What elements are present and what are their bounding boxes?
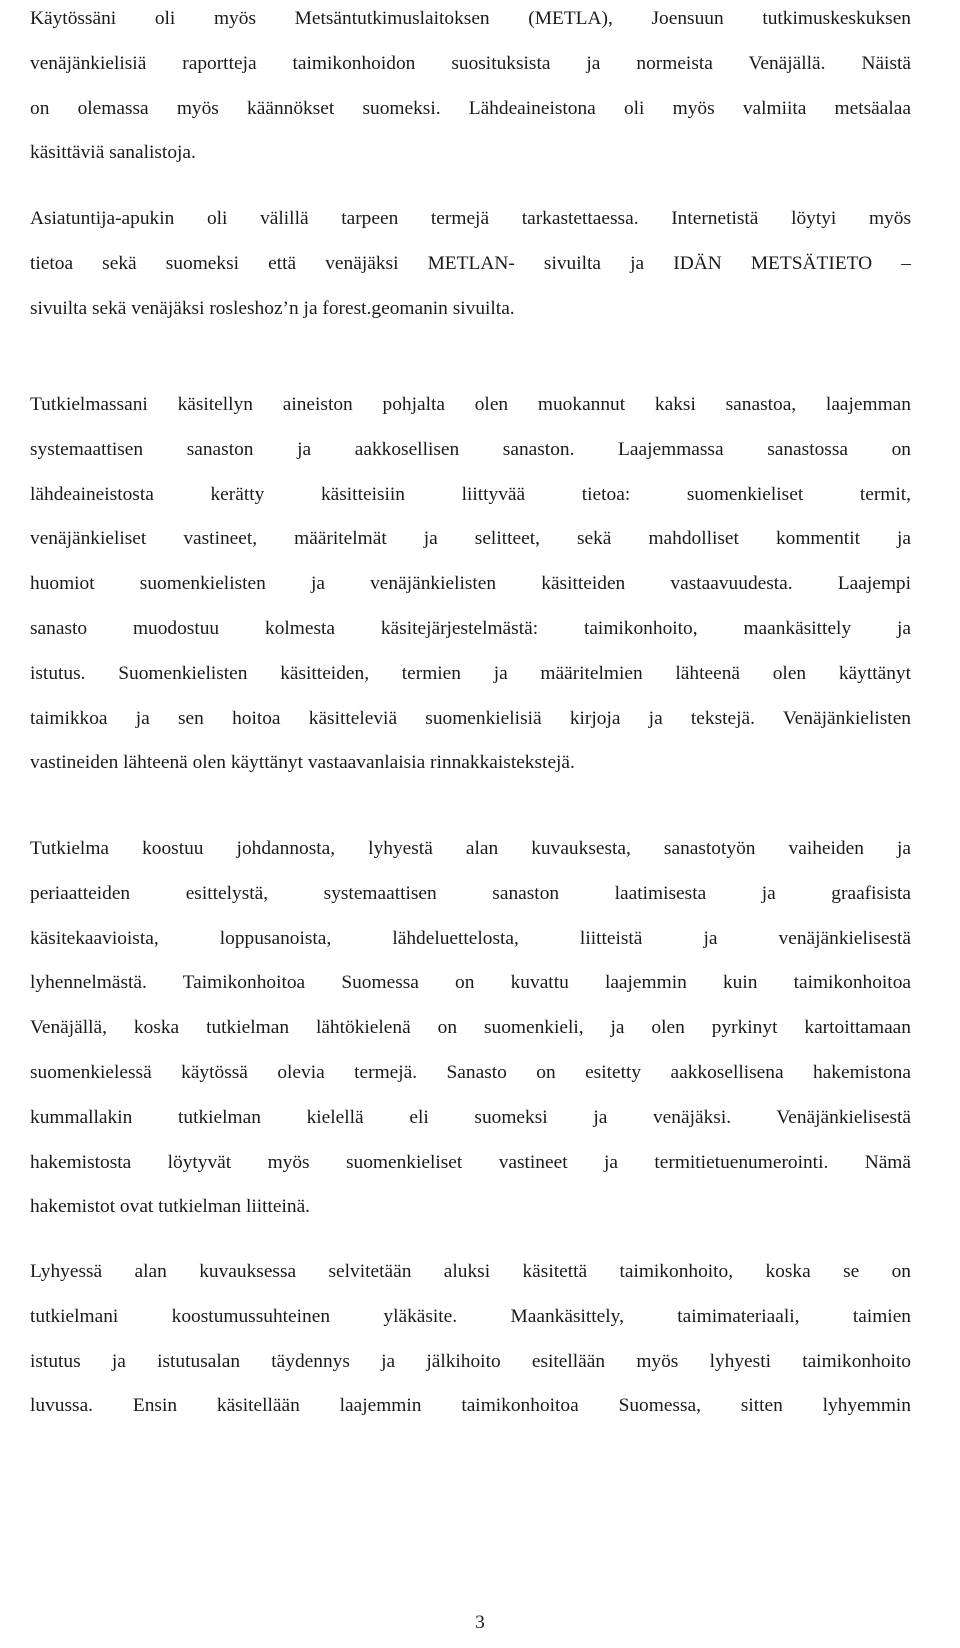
text-line: Käytössäni oli myös Metsäntutkimuslaitoksen (METLA), Joensuun tutkimuskeskuksen xyxy=(30,8,911,29)
text-line: sivuilta sekä venäjäksi rosleshoz’n ja forest.geomanin sivuilta. xyxy=(30,297,515,319)
text-line: lähdeaineistosta kerätty käsitteisiin liittyvää tietoa: suomenkieliset termit, xyxy=(30,483,911,505)
text-line: kummallakin tutkielman kielellä eli suomeksi ja venäjäksi. Venäjänkielisestä xyxy=(30,1106,911,1128)
text-line: taimikkoa ja sen hoitoa käsitteleviä suomenkielisiä kirjoja ja tekstejä. Venäjänkielisten xyxy=(30,707,911,729)
text-line: venäjänkielisiä raportteja taimikonhoidon suosituksista ja normeista Venäjällä. Näistä xyxy=(30,52,911,74)
text-line: tietoa sekä suomeksi että venäjäksi METLAN- sivuilta ja IDÄN METSÄTIETO – xyxy=(30,252,911,274)
text-line: vastineiden lähteenä olen käyttänyt vastaavanlaisia rinnakkaistekstejä. xyxy=(30,752,575,774)
paragraph-sources xyxy=(30,0,911,176)
text-line: systemaattisen sanaston ja aakkosellisen sanaston. Laajemmassa sanastossa on xyxy=(30,438,911,460)
paragraph-glossaries xyxy=(30,383,911,786)
text-line: sanasto muodostuu kolmesta käsitejärjestelmästä: taimikonhoito, maankäsittely ja xyxy=(30,617,911,639)
text-line: lyhennelmästä. Taimikonhoitoa Suomessa on kuvattu laajemmin kuin taimikonhoitoa xyxy=(30,972,911,994)
text-line: Lyhyessä alan kuvauksessa selvitetään aluksi käsitettä taimikonhoito, koska se on xyxy=(30,1261,911,1282)
text-line: Tutkielma koostuu johdannosta, lyhyestä alan kuvauksesta, sanastotyön vaiheiden ja xyxy=(30,838,911,859)
text-line: tutkielmani koostumussuhteinen yläkäsite. Maankäsittely, taimimateriaali, taimien xyxy=(30,1305,911,1327)
paragraph-expert-help xyxy=(30,197,911,331)
text-line: periaatteiden esittelystä, systemaattisen sanaston laatimisesta ja graafisista xyxy=(30,882,911,904)
text-line: käsitekaavioista, loppusanoista, lähdeluettelosta, liitteistä ja venäjänkielisestä xyxy=(30,927,911,949)
text-line: istutus ja istutusalan täydennys ja jälkihoito esitellään myös lyhyesti taimikonhoito xyxy=(30,1350,911,1372)
text-line: Tutkielmassani käsitellyn aineiston pohjalta olen muokannut kaksi sanastoa, laajemman xyxy=(30,394,911,415)
text-line: Asiatuntija-apukin oli välillä tarpeen termejä tarkastettaessa. Internetistä löytyi myös xyxy=(30,208,911,229)
text-line: on olemassa myös käännökset suomeksi. Lähdeaineistona oli myös valmiita metsäalaa xyxy=(30,97,911,119)
paragraph-structure xyxy=(30,827,911,1230)
text-line: käsittäviä sanalistoja. xyxy=(30,142,196,164)
text-line: huomiot suomenkielisten ja venäjänkielisten käsitteiden vastaavuudesta. Laajempi xyxy=(30,573,911,595)
text-line: Venäjällä, koska tutkielman lähtökielenä on suomenkieli, ja olen pyrkinyt kartoittamaan xyxy=(30,1017,911,1039)
text-line: istutus. Suomenkielisten käsitteiden, termien ja määritelmien lähteenä olen käyttänyt xyxy=(30,662,911,684)
text-line: venäjänkieliset vastineet, määritelmät ja selitteet, sekä mahdolliset kommentit ja xyxy=(30,528,911,550)
text-line: suomenkielessä käytössä olevia termejä. Sanasto on esitetty aakkosellisena hakemistona xyxy=(30,1061,911,1083)
page-number: 3 xyxy=(475,1612,485,1633)
paragraph-overview xyxy=(30,1250,911,1429)
text-line: hakemistosta löytyvät myös suomenkieliset vastineet ja termitietuenumerointi. Nämä xyxy=(30,1151,911,1173)
text-line: hakemistot ovat tutkielman liitteinä. xyxy=(30,1196,311,1218)
text-line: luvussa. Ensin käsitellään laajemmin taimikonhoitoa Suomessa, sitten lyhyemmin xyxy=(30,1395,911,1417)
